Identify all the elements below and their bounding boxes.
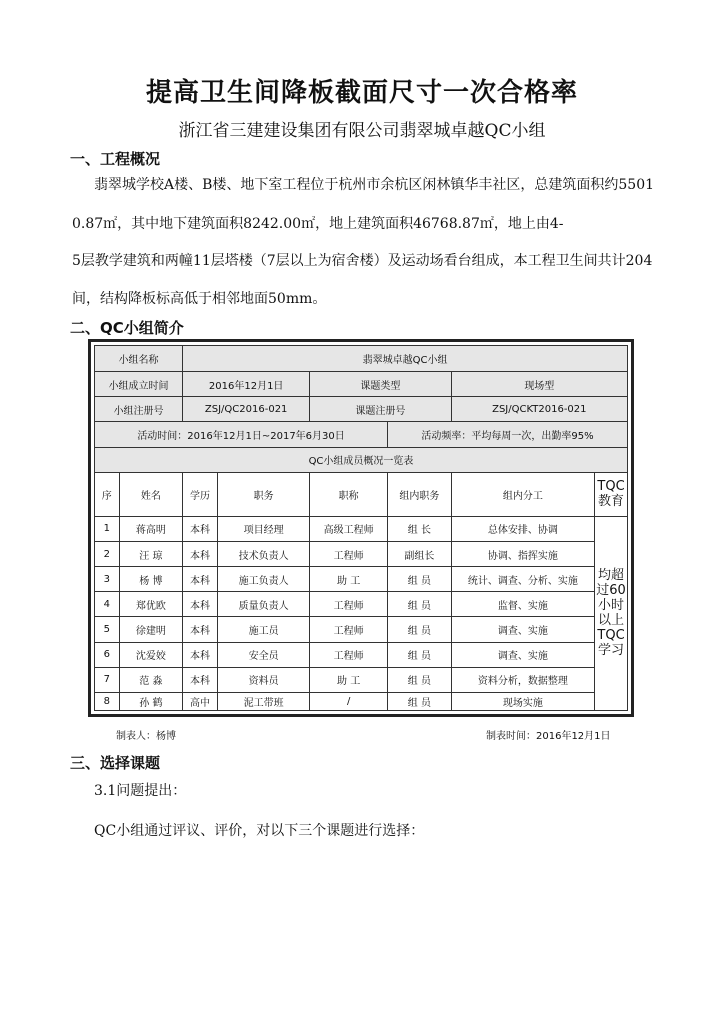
member-post: 施工负责人	[217, 567, 309, 592]
member-no: 2	[95, 542, 120, 567]
member-title: 高级工程师	[310, 516, 388, 541]
header-role: 组内职务	[388, 472, 452, 516]
member-no: 6	[95, 642, 120, 667]
member-task: 资料分析，数据整理	[451, 667, 594, 692]
member-education: 高中	[183, 692, 218, 710]
member-post: 泥工带班	[217, 692, 309, 710]
member-name: 孙 鹤	[119, 692, 183, 710]
topic-reg-label: 课题注册号	[310, 397, 451, 422]
overview-line-1: 翡翠城学校A楼、B楼、地下室工程位于杭州市余杭区闲林镇华丰社区，总建筑面积约5501	[94, 177, 655, 193]
member-title: 助 工	[310, 667, 388, 692]
header-tqc: TQC教育	[595, 472, 628, 516]
member-education: 本科	[183, 592, 218, 617]
member-post: 安全员	[217, 642, 309, 667]
member-education: 本科	[183, 642, 218, 667]
table-maker: 制表人：杨博	[116, 731, 176, 742]
topic-type-value: 现场型	[451, 372, 627, 397]
member-role: 组 员	[388, 642, 452, 667]
member-title: 工程师	[310, 642, 388, 667]
member-title: 助 工	[310, 567, 388, 592]
member-education: 本科	[183, 567, 218, 592]
member-title: 工程师	[310, 617, 388, 642]
member-name: 杨 博	[119, 567, 183, 592]
member-name: 范 淼	[119, 667, 183, 692]
member-role: 组 员	[388, 692, 452, 710]
qc-team-table	[94, 345, 628, 711]
founded-label: 小组成立时间	[95, 372, 183, 397]
overview-line-3: 5层教学建筑和两幢11层塔楼（7层以上为宿舍楼）及运动场看台组成，本工程卫生间共计204	[72, 253, 653, 269]
founded-value: 2016年12月1日	[183, 372, 310, 397]
topic-reg-value: ZSJ/QCKT2016-021	[451, 397, 627, 422]
member-education: 本科	[183, 542, 218, 567]
member-no: 8	[95, 692, 120, 710]
document-subtitle: 浙江省三建建设集团有限公司翡翠城卓越QC小组	[178, 121, 546, 141]
team-name-value: 翡翠城卓越QC小组	[183, 346, 628, 372]
document-title: 提高卫生间降板截面尺寸一次合格率	[145, 78, 578, 108]
member-task: 总体安排、协调	[451, 516, 594, 541]
team-name-label: 小组名称	[95, 346, 183, 372]
member-name: 徐建明	[119, 617, 183, 642]
member-no: 5	[95, 617, 120, 642]
member-task: 调查、实施	[451, 642, 594, 667]
member-task: 监督、实施	[451, 592, 594, 617]
member-task: 统计、调查、分析、实施	[451, 567, 594, 592]
activity-frequency: 活动频率：平均每周一次，出勤率95%	[388, 422, 628, 447]
activity-period: 活动时间：2016年12月1日~2017年6月30日	[95, 422, 388, 447]
member-education: 本科	[183, 516, 218, 541]
member-post: 施工员	[217, 617, 309, 642]
section3-subheading: 3.1问题提出：	[94, 783, 187, 799]
member-title: 工程师	[310, 592, 388, 617]
member-post: 质量负责人	[217, 592, 309, 617]
qc-team-table-frame	[88, 339, 634, 717]
member-name: 汪 琼	[119, 542, 183, 567]
member-post: 项目经理	[217, 516, 309, 541]
member-task: 协调、指挥实施	[451, 542, 594, 567]
member-no: 4	[95, 592, 120, 617]
member-no: 7	[95, 667, 120, 692]
header-education: 学历	[183, 472, 218, 516]
member-role: 组 员	[388, 567, 452, 592]
member-no: 1	[95, 516, 120, 541]
header-post: 职务	[217, 472, 309, 516]
member-role: 组 员	[388, 592, 452, 617]
header-no: 序	[95, 472, 120, 516]
section1-heading: 一、工程概况	[70, 150, 161, 168]
overview-line-4: 间，结构降板标高低于相邻地面50mm。	[72, 291, 327, 307]
table-date: 制表时间：2016年12月1日	[486, 731, 611, 742]
member-education: 本科	[183, 667, 218, 692]
section3-heading: 三、选择课题	[70, 754, 161, 772]
member-role: 副组长	[388, 542, 452, 567]
tqc-note: 均超过60小时以上TQC学习	[595, 516, 628, 710]
member-no: 3	[95, 567, 120, 592]
overview-line-2: 0.87㎡，其中地下建筑面积8242.00㎡，地上建筑面积46768.87㎡，地上由4-	[72, 216, 564, 232]
header-task: 组内分工	[451, 472, 594, 516]
member-task: 现场实施	[451, 692, 594, 710]
member-task: 调查、实施	[451, 617, 594, 642]
member-title: 工程师	[310, 542, 388, 567]
member-role: 组 员	[388, 667, 452, 692]
member-post: 技术负责人	[217, 542, 309, 567]
member-role: 组 员	[388, 617, 452, 642]
member-education: 本科	[183, 617, 218, 642]
member-name: 郑优欧	[119, 592, 183, 617]
header-title: 职称	[310, 472, 388, 516]
member-role: 组 长	[388, 516, 452, 541]
member-post: 资料员	[217, 667, 309, 692]
section3-text: QC小组通过评议、评价，对以下三个课题进行选择：	[94, 823, 425, 839]
team-reg-value: ZSJ/QC2016-021	[183, 397, 310, 422]
team-reg-label: 小组注册号	[95, 397, 183, 422]
member-name: 蒋高明	[119, 516, 183, 541]
header-name: 姓名	[119, 472, 183, 516]
topic-type-label: 课题类型	[310, 372, 451, 397]
member-name: 沈爱姣	[119, 642, 183, 667]
members-table-title: QC小组成员概况一览表	[95, 447, 628, 472]
member-title: /	[310, 692, 388, 710]
section2-heading: 二、QC小组简介	[70, 319, 184, 337]
